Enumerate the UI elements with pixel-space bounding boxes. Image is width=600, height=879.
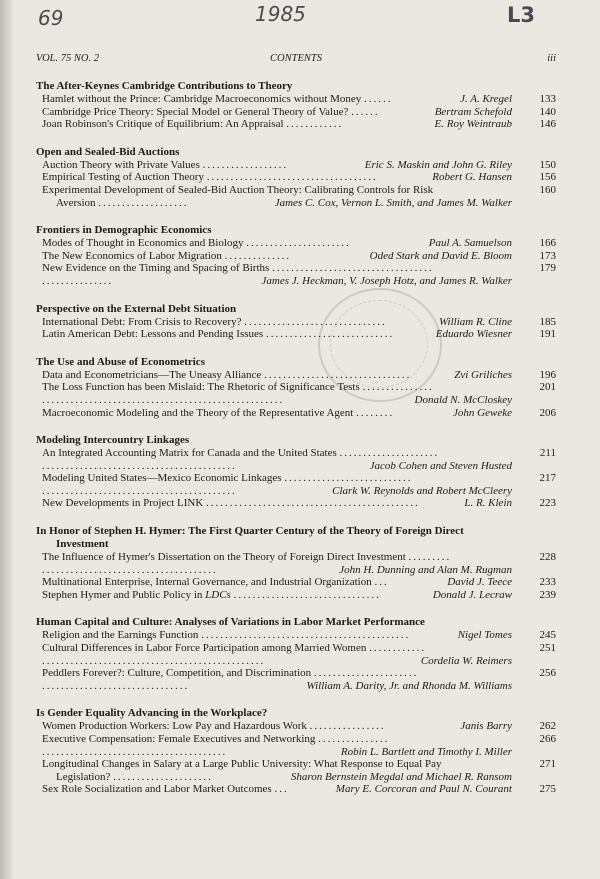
- toc-entry: [36, 667, 556, 692]
- article-title: Hamlet without the Prince: Cambridge Macroeconomics without Money: [42, 93, 364, 105]
- article-title: Empirical Testing of Auction Theory: [42, 171, 207, 184]
- section-title-text: Perspective on the External Debt Situation: [36, 302, 237, 315]
- article-title: The Loss Function has been Mislaid: The Rhetoric of Significance Tests: [42, 381, 363, 394]
- toc-entry: [36, 316, 556, 329]
- entry-line: [42, 394, 556, 407]
- author-name: James J. Heckman, V. Joseph Hotz, and James R. Walker: [261, 274, 512, 287]
- toc-entry: [36, 381, 556, 406]
- article-title: New Developments in Project LINK: [42, 497, 207, 510]
- handwritten-note-left: 69: [38, 6, 64, 30]
- contents-heading: CONTENTS: [270, 53, 322, 64]
- entry-line: [42, 589, 556, 602]
- author-name: Eduardo Wiesner: [435, 328, 512, 341]
- article-title: Auction Theory with Private Values: [42, 158, 203, 171]
- page-number: 133: [539, 93, 556, 105]
- toc-section: [36, 356, 556, 419]
- page-number: 179: [539, 262, 556, 275]
- author-name: Mary E. Corcoran and Paul N. Courant: [335, 783, 512, 796]
- entry-line: [42, 250, 556, 263]
- toc-entry: [36, 497, 556, 510]
- page-number: 256: [539, 667, 556, 680]
- section-title: [36, 146, 556, 159]
- toc-entry: [36, 642, 556, 667]
- article-title: The New Economics of Labor Migration: [42, 249, 225, 262]
- article-title: Modeling United States—Mexico Economic Linkages: [42, 472, 285, 485]
- article-title: Multinational Enterprise, Internal Governance, and Industrial Organization: [42, 576, 375, 589]
- section-title: [36, 80, 556, 93]
- leader-dots: ........: [356, 406, 395, 419]
- leader-dots: ..................................: [272, 262, 434, 275]
- leader-dots: .....................: [339, 447, 440, 460]
- toc-section: [36, 224, 556, 287]
- entry-line: [42, 720, 556, 733]
- leader-dots: ...: [274, 783, 289, 796]
- page-number: 206: [539, 406, 556, 419]
- leader-dots: .........: [408, 551, 452, 564]
- author-name: Jacob Cohen and Steven Husted: [369, 459, 512, 472]
- page-number: 140: [539, 105, 556, 118]
- author-name: William A. Darity, Jr. and Rhonda M. Williams: [306, 679, 512, 692]
- article-title: An Integrated Accounting Matrix for Canada and the United States: [42, 447, 340, 460]
- toc-section: [36, 303, 556, 341]
- toc-entry: [36, 250, 556, 263]
- section-title-text: Human Capital and Culture: Analyses of Variations in Labor Market Performance: [36, 616, 425, 629]
- toc-section: [36, 146, 556, 209]
- leader-dots: ...............: [362, 381, 434, 394]
- article-title: Experimental Development of Sealed-Bid Auction Theory: Calibrating Controls for Risk: [42, 183, 434, 196]
- entry-line: [42, 106, 556, 119]
- leader-dots: ......................: [246, 237, 351, 250]
- toc-entry: [36, 783, 556, 796]
- section-title-text: The After-Keynes Cambridge Contributions to Theory: [36, 80, 293, 92]
- toc-entry: [36, 733, 556, 758]
- author-name: Donald N. McCloskey: [414, 393, 512, 406]
- entry-line: [42, 733, 556, 746]
- section-title: [36, 525, 556, 551]
- section-title-text: Modeling Intercountry Linkages: [36, 434, 190, 447]
- author-name: Robert G. Hansen: [432, 171, 512, 184]
- leader-dots: ............................................: [201, 629, 411, 642]
- entry-line: [42, 381, 556, 394]
- section-title: [36, 434, 556, 447]
- article-title: Stephen Hymer and Public Policy in: [42, 588, 206, 601]
- page-number: 156: [539, 171, 556, 184]
- leader-dots: .........................................: [42, 484, 237, 497]
- page-number: 173: [539, 249, 556, 262]
- entry-line: [42, 758, 556, 771]
- toc-entry: [36, 93, 556, 106]
- page-number: 251: [539, 642, 556, 655]
- entry-line: [42, 237, 556, 250]
- leader-dots: ......: [351, 105, 380, 118]
- section-title-text: Frontiers in Demographic Economics: [36, 224, 212, 237]
- toc-entry: [36, 551, 556, 576]
- handwritten-note-right: L3: [507, 3, 535, 27]
- entry-line: [42, 171, 556, 184]
- leader-dots: .....................: [113, 770, 213, 783]
- entry-line: [42, 262, 556, 275]
- author-name: Donald J. Lecraw: [432, 588, 512, 601]
- page-number: 211: [539, 447, 556, 460]
- page-number: 233: [539, 576, 556, 589]
- handwritten-year: 1985: [255, 2, 306, 26]
- author-name: J. A. Kregel: [460, 93, 512, 105]
- article-title: Executive Compensation: Female Executives and Networking: [42, 733, 319, 745]
- leader-dots: .............................................: [206, 497, 420, 510]
- leader-dots: ...............................: [42, 679, 190, 692]
- toc-entry: [36, 159, 556, 172]
- section-title-text: Investment: [56, 538, 109, 551]
- article-title: International Debt: From Crisis to Recovery?: [42, 315, 245, 328]
- leader-dots: ...........................: [284, 472, 413, 485]
- leader-dots: ......................: [313, 667, 419, 680]
- entry-line: [42, 655, 556, 668]
- leader-dots: .......................................: [42, 745, 228, 758]
- entry-line: [42, 407, 556, 420]
- page-number: 228: [539, 551, 556, 564]
- toc-entry: [36, 328, 556, 341]
- author-name: William R. Cline: [438, 315, 512, 328]
- toc-entry: [36, 171, 556, 184]
- page-number: 223: [539, 497, 556, 510]
- entry-line: [42, 328, 556, 341]
- toc-section: [36, 707, 556, 796]
- leader-dots: ....................................: [206, 171, 378, 184]
- toc-entry: [36, 758, 556, 783]
- article-title: Religion and the Earnings Function: [42, 629, 202, 642]
- author-name: Clark W. Reynolds and Robert McCleery: [332, 484, 512, 497]
- binding-edge: [0, 0, 14, 879]
- toc-section: [36, 80, 556, 131]
- leader-dots: ..................: [202, 158, 289, 171]
- author-name: Robin L. Bartlett and Timothy I. Miller: [340, 745, 512, 758]
- entry-line: [42, 184, 556, 197]
- toc-entry: [36, 720, 556, 733]
- author-name: John Geweke: [453, 406, 512, 419]
- author-name: Nigel Tomes: [457, 629, 512, 642]
- entry-line: [42, 472, 556, 485]
- author-name: L. R. Klein: [464, 497, 512, 510]
- page-number: 166: [539, 237, 556, 250]
- leader-dots: ...............: [42, 274, 114, 287]
- toc-entry: [36, 576, 556, 589]
- entry-line: [42, 642, 556, 655]
- toc-entry: [36, 629, 556, 642]
- entry-line: [42, 118, 556, 131]
- entry-line: [42, 564, 556, 577]
- toc-entry: [36, 447, 556, 472]
- section-title-text: Open and Sealed-Bid Auctions: [36, 145, 180, 158]
- author-name: Eric S. Maskin and John G. Riley: [364, 158, 512, 171]
- page-number: 275: [539, 783, 556, 796]
- page-number: 185: [539, 315, 556, 328]
- author-name: Bertram Schefold: [434, 105, 512, 118]
- page-number: 201: [539, 381, 556, 394]
- leader-dots: ...........................: [265, 328, 395, 341]
- author-name: James C. Cox, Vernon L. Smith, and James M. Walker: [274, 196, 512, 209]
- page-number: 191: [539, 328, 556, 341]
- leader-dots: ................: [309, 720, 386, 733]
- toc-section: [36, 434, 556, 510]
- section-title-text: In Honor of Stephen H. Hymer: The First Quarter Century of the Theory of Foreign Direct: [36, 525, 464, 538]
- toc-entry: [36, 262, 556, 287]
- table-of-contents: [36, 80, 556, 811]
- entry-line: [42, 197, 556, 210]
- toc-entry: [36, 589, 556, 602]
- toc-entry: [36, 472, 556, 497]
- leader-dots: .........................................: [42, 459, 237, 472]
- leader-dots: ...................: [98, 196, 189, 209]
- author-name: E. Roy Weintraub: [434, 118, 512, 131]
- leader-dots: ..............: [224, 249, 292, 262]
- leader-dots: ............: [286, 118, 344, 131]
- toc-section: [36, 525, 556, 601]
- leader-dots: ............: [369, 642, 427, 655]
- entry-line: [42, 551, 556, 564]
- page-number: 146: [539, 118, 556, 131]
- article-title: Data and Econometricians—The Uneasy Alliance: [42, 368, 265, 381]
- toc-section: [36, 616, 556, 692]
- leader-dots: .....................................: [42, 563, 218, 576]
- section-title-text: The Use and Abuse of Econometrics: [36, 355, 205, 368]
- toc-entry: [36, 369, 556, 382]
- entry-line: [42, 497, 556, 510]
- article-title: Latin American Debt: Lessons and Pending Issues: [42, 328, 266, 341]
- author-name: David J. Teece: [447, 576, 512, 589]
- page-number: 262: [539, 720, 556, 733]
- page-number: 160: [539, 183, 556, 196]
- section-title-text: Is Gender Equality Advancing in the Workplace?: [36, 707, 268, 720]
- entry-line: [42, 667, 556, 680]
- toc-entry: [36, 407, 556, 420]
- article-title: Sex Role Socialization and Labor Market Outcomes: [42, 783, 275, 796]
- page-number: 150: [539, 158, 556, 171]
- article-title: Cambridge Price Theory: Special Model or General Theory of Value?: [42, 105, 352, 118]
- author-name: Janis Barry: [460, 720, 512, 733]
- volume-label: VOL. 75 NO. 2: [36, 53, 99, 64]
- article-title: Longitudinal Changes in Salary at a Large Public University: What Response to Equal Pay: [42, 758, 442, 771]
- article-title: Women Production Workers: Low Pay and Hazardous Work: [42, 720, 310, 733]
- entry-line: [42, 460, 556, 473]
- article-title: Peddlers Forever?: Culture, Competition, and Discrimination: [42, 667, 314, 680]
- entry-line: [42, 771, 556, 784]
- page-number: 196: [539, 368, 556, 381]
- section-title: [36, 356, 556, 369]
- entry-line: [42, 447, 556, 460]
- author-name: Zvi Griliches: [454, 368, 512, 381]
- section-title: [36, 303, 556, 316]
- leader-dots: ...............................: [233, 588, 381, 601]
- leader-dots: ...: [374, 576, 389, 589]
- entry-line: [42, 275, 556, 288]
- section-title: [36, 707, 556, 720]
- entry-line: [42, 316, 556, 329]
- leader-dots: ...................................................: [42, 393, 285, 406]
- toc-entry: [36, 237, 556, 250]
- article-title: Cultural Differences in Labor Force Participation among Married Women: [42, 642, 370, 655]
- leader-dots: ...............: [318, 733, 390, 745]
- author-name: Paul A. Samuelson: [428, 237, 512, 250]
- toc-entry: [36, 106, 556, 119]
- leader-dots: ..............................: [244, 315, 387, 328]
- entry-line: [42, 159, 556, 172]
- page-number: 271: [539, 758, 556, 771]
- article-title: Aversion: [56, 196, 99, 209]
- author-name: John H. Dunning and Alan M. Rugman: [339, 563, 512, 576]
- article-title-italic: LDCs: [205, 588, 231, 601]
- entry-line: [42, 783, 556, 796]
- entry-line: [42, 629, 556, 642]
- author-name: Cordelia W. Reimers: [420, 654, 512, 667]
- page-numeral: iii: [547, 53, 556, 64]
- entry-line: [42, 369, 556, 382]
- entry-line: [42, 576, 556, 589]
- article-title: Joan Robinson's Critique of Equilibrium: An Appraisal: [42, 118, 287, 131]
- toc-entry: [36, 184, 556, 209]
- page-number: 239: [539, 588, 556, 601]
- entry-line: [42, 680, 556, 693]
- page-number: 245: [539, 629, 556, 642]
- entry-line: [42, 93, 556, 106]
- leader-dots: ...............................: [264, 368, 412, 381]
- page-number: 217: [539, 472, 556, 485]
- entry-line: [42, 485, 556, 498]
- article-title: Modes of Thought in Economics and Biology: [42, 237, 247, 250]
- author-name: Sharon Bernstein Megdal and Michael R. Ransom: [290, 770, 512, 783]
- article-title: Legislation?: [56, 770, 114, 783]
- author-name: Oded Stark and David E. Bloom: [369, 249, 512, 262]
- section-title: [36, 616, 556, 629]
- section-title: [36, 224, 556, 237]
- toc-entry: [36, 118, 556, 131]
- article-title: Macroeconomic Modeling and the Theory of the Representative Agent: [42, 406, 357, 419]
- leader-dots: ......: [364, 93, 393, 105]
- entry-line: [42, 746, 556, 759]
- article-title: The Influence of Hymer's Dissertation on the Theory of Foreign Direct Investment: [42, 551, 409, 564]
- leader-dots: ...............................................: [42, 654, 266, 667]
- article-title: New Evidence on the Timing and Spacing of Births: [42, 262, 273, 275]
- page-number: 266: [539, 733, 556, 745]
